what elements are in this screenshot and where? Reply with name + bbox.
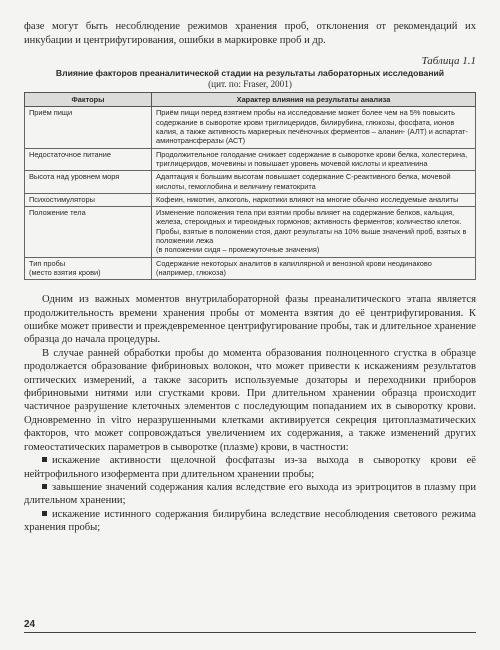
effect-line: Изменение положения тела при взятии пробы влияет на содержание белков, кальция, железа, стероидных и тиреоидных гормонов; активность ферментов; количество клеток. Пробы, взятые в положении стоя, дают результаты на 10% выше значений проб, взятых в положении лежа (156, 208, 467, 246)
page-number: 24 (24, 619, 36, 630)
table-title: Влияние факторов преаналитической стадии на результаты лабораторных исследований (55, 68, 445, 79)
factor-cell: Психостимуляторы (25, 193, 152, 206)
effect-cell: Содержание некоторых аналитов в капиллярной и венозной крови неодинаково (например, глюкоза) (152, 257, 476, 280)
factor-cell: Недостаточное питание (25, 148, 152, 171)
table-row (25, 207, 476, 257)
intro-paragraph: фазе могут быть несоблюдение режимов хранения проб, отклонения от рекомендаций их инкубации и центрифугирования, ошибки в маркировке проб и др. (24, 21, 476, 46)
effect-line: (в положении сидя – промежуточные значения) (156, 245, 320, 255)
effect-cell: Продолжительное голодание снижает содержание в сыворотке крови белка, холестерина, триглицеридов, мочевины и повышает уровень мочевой кислоты и креатинина (152, 148, 476, 171)
factor-cell: Высота над уровнем моря (25, 171, 152, 194)
effect-cell: Адаптация к большим высотам повышает содержание С-реактивного белка, мочевой кислоты, гемоглобина и величину гематокрита (152, 171, 476, 194)
paragraph-text: В случае ранней обработки пробы до момента образования полноценного сгустка в образце продолжается образование фибриновых волокон, что может привести к искажениям результатов оптических измерений, а также засорить используемые дозаторы и переходники приборов фибриновыми нитями или сгустками крови. При длительном хранении образца происходит частичное разрушение клеточных элементов с последующим попаданием их в сыворотку крови. Одновременно in vitro неразрушенными клетками активируется секреция цитоплазматических факторов, что может сопровождаться увеличением их содержания, а также изменений других гомеостатических параметров в сыворотке (плазме) крови, в частности: (24, 347, 476, 453)
bullet-text: искажение истинного содержания билирубина вследствие несоблюдения светового режима хранения пробы; (24, 508, 476, 534)
factor-line: Тип пробы (29, 258, 66, 268)
column-header-effect: Характер влияния на результаты анализа (152, 93, 476, 107)
table-number: Таблица 1.1 (421, 55, 476, 68)
footer-divider (24, 632, 476, 633)
table-source: (цит. по: Fraser, 2001) (208, 79, 292, 90)
body-paragraph (24, 293, 476, 347)
bullet-square-icon (42, 484, 47, 489)
effect-cell: Кофеин, никотин, алкоголь, наркотики влияют на многие обычно исследуемые аналиты (152, 193, 476, 206)
table-header-row (25, 93, 476, 107)
column-header-factors: Факторы (25, 93, 152, 107)
effect-cell (152, 207, 476, 257)
table-row (25, 193, 476, 206)
bullet-square-icon (42, 511, 47, 516)
table-row (25, 171, 476, 194)
effect-cell: Приём пищи перед взятием пробы на исследование может более чем на 5% повысить содержание в сыворотке крови триглицеридов, билирубина, глюкозы, фосфата, ионов калия, а также активность маркерных печёночных ферментов – аланин- (АЛТ) и аспартат-аминотрансферазы (АСТ) (152, 107, 476, 148)
factor-line: (место взятия крови) (29, 267, 101, 277)
bullet-item (24, 454, 476, 481)
factor-cell: Приём пищи (25, 107, 152, 148)
paragraph-text: Одним из важных моментов внутрилабораторной фазы преаналитического этапа является продолжительность времени хранения пробы от момента взятия до её центрифугирования. К ошибке может привести и преждевременное центрифугирование пробы, так и длительное хранение образца до начала процедуры. (24, 294, 476, 346)
table-row (25, 257, 476, 280)
bullet-item (24, 508, 476, 535)
factor-cell: Положение тела (25, 207, 152, 257)
bullet-text: искажение активности щелочной фосфатазы из-за выхода в сыворотку крови её нейтрофильного изофермента при длительном хранении пробы; (24, 455, 476, 480)
bullet-text: завышение значений содержания калия вследствие его выхода из эритроцитов в плазму при длительном хранении; (24, 481, 476, 507)
body-paragraph (24, 347, 476, 454)
bullet-square-icon (42, 457, 47, 462)
factor-cell (25, 257, 152, 280)
bullet-item (24, 481, 476, 508)
table-row (25, 107, 476, 148)
factors-table (24, 92, 476, 280)
table-row (25, 148, 476, 171)
